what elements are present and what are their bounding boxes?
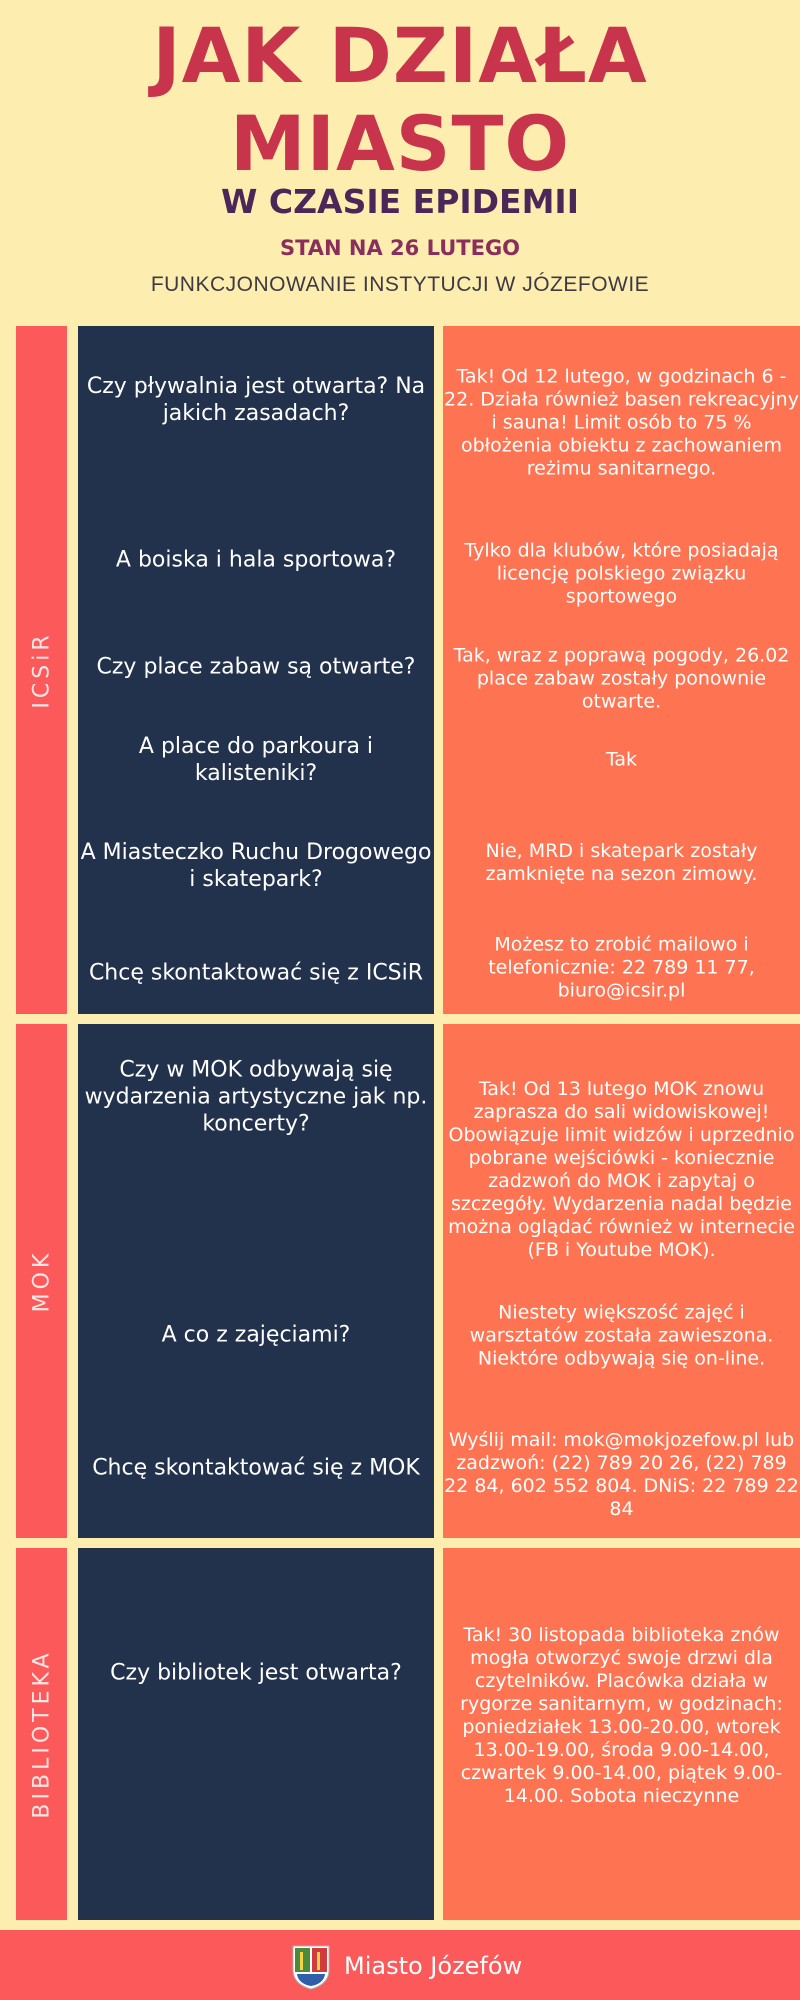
question: Chcę skontaktować się z ICSiR [88,960,424,986]
city-crest-icon [291,1944,331,1990]
question: Czy place zabaw są otwarte? [96,654,416,680]
question: A boiska i hala sportowa? [115,547,397,573]
question: A Miasteczko Ruchu Drogowego i skatepark? [80,840,432,892]
answer: Tak [605,748,638,771]
footer-text: Miasto Józefów [344,1952,523,1980]
question-column-biblioteka [78,1548,434,1920]
title-line-2: MIASTO [230,99,570,188]
answer: Tak! Od 13 lutego MOK znowu zaprasza do sali widowiskowej! Obowiązuje limit widzów i uprzednio pobrane wejściówki - koniecznie zadzwoń do MOK i zapytaj o szczegóły. Wydarzenia nadal będzie można oglądać również w internecie (FB i Youtube MOK). [448,1078,795,1261]
section-label-text: BIBLIOTEKA [29,1649,54,1819]
question: Czy w MOK odbywają się wydarzenia artystyczne jak np. koncerty? [84,1057,428,1137]
question: Czy bibliotek jest otwarta? [110,1660,402,1686]
question: Czy pływalnia jest otwarta? Na jakich zasadach? [86,374,426,426]
title-line-1: JAK DZIAŁA [152,11,648,100]
answer: Tak! 30 listopada biblioteka znów mogła otworzyć swoje drzwi dla czytelników. Placówka działa w rygorze sanitarnym, w godzinach: poniedziałek 13.00-20.00, wtorek 13.00-19.00, środa 9.00-14.00, czwartek 9.00-14.00, piątek 9.00-14.00. Sobota nieczynne [460,1624,783,1807]
question: A place do parkoura i kalisteniki? [138,734,374,786]
answer: Możesz to zrobić mailowo i telefonicznie: 22 789 11 77, biuro@icsir.pl [488,933,755,1002]
page-subtitle: W CZASIE EPIDEMII [221,182,579,221]
question: A co z zajęciami? [161,1322,351,1348]
page-title [0,12,800,188]
answer: Nie, MRD i skatepark zostały zamknięte na sezon zimowy. [485,840,758,885]
answer: Tak, wraz z poprawą pogody, 26.02 place zabaw zostały ponownie otwarte. [453,644,790,713]
question: Chcę skontaktować się z MOK [92,1455,420,1481]
section-label-icsir [16,326,67,1014]
section-label-text: ICSiR [29,631,54,709]
answer: Tylko dla klubów, które posiadają licencję polskiego związku sportowego [464,539,779,608]
section-label-mok [16,1024,67,1538]
section-label-text: MOK [29,1249,54,1313]
answer: Wyślij mail: mok@mokjozefow.pl lub zadzwoń: (22) 789 20 26, (22) 789 22 84, 602 552 804. DNiS: 22 789 22 84 [444,1429,799,1520]
date-label: STAN NA 26 LUTEGO [279,236,521,260]
answer: Tak! Od 12 lutego, w godzinach 6 - 22. Działa również basen rekreacyjny i sauna! Limit osób to 75 % obłożenia obiektu z zachowaniem reżimu sanitarnego. [444,365,799,480]
answer: Niestety większość zajęć i warsztatów została zawieszona. Niektóre odbywają się on-line. [469,1301,774,1370]
section-label-biblioteka [16,1548,67,1920]
caption: FUNKCJONOWANIE INSTYTUCJI W JÓZEFOWIE [150,273,650,296]
